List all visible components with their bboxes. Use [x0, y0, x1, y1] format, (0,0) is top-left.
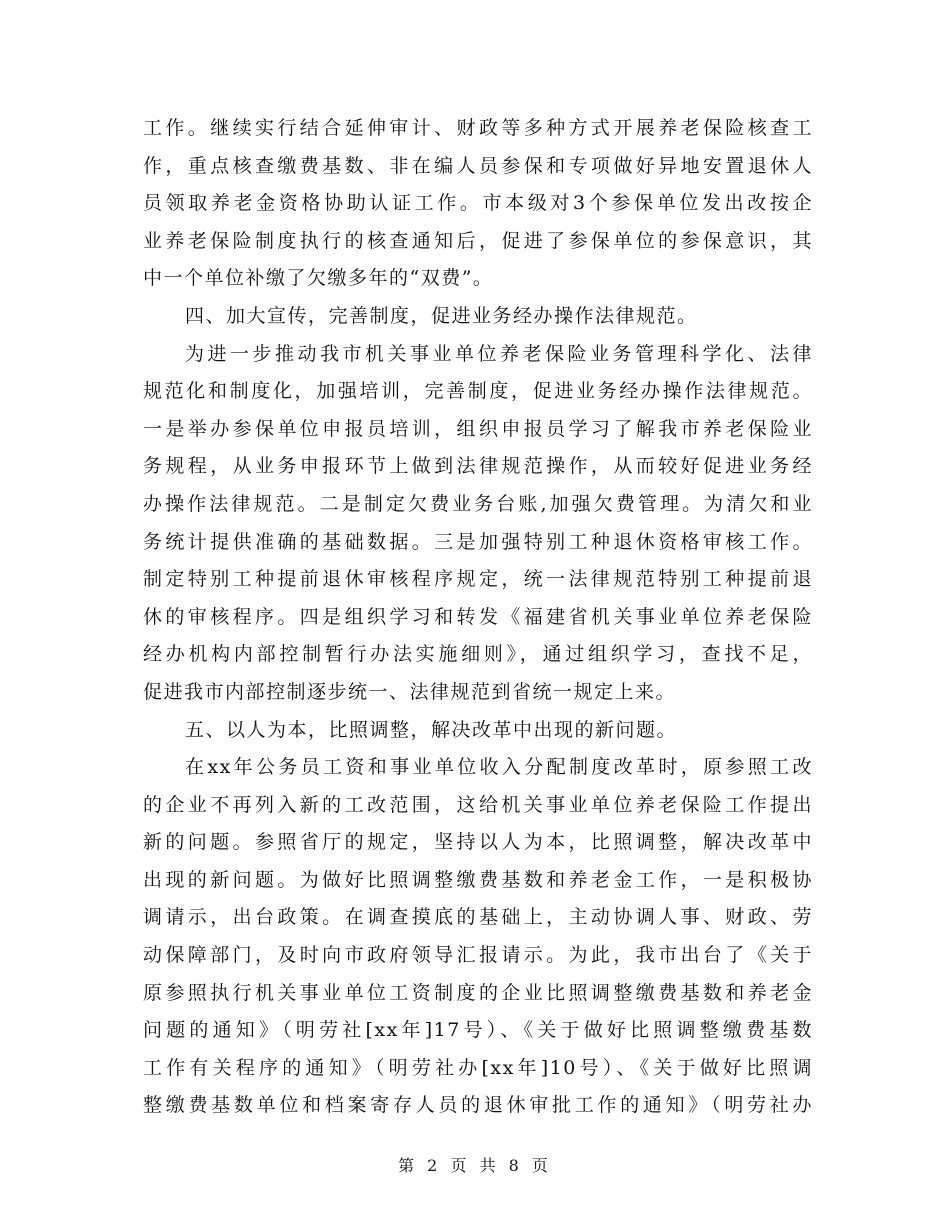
text-line: 工作有关程序的通知》（明劳社办[xx年]10号）、《关于做好比照调: [143, 1056, 813, 1079]
text-line: 休的审核程序。四是组织学习和转发《福建省机关事业单位养老保险: [143, 605, 813, 628]
text-line: 调请示，出台政策。在调查摸底的基础上，主动协调人事、财政、劳: [143, 906, 813, 929]
text-line: 整缴费基数单位和档案寄存人员的退休审批工作的通知》（明劳社办: [143, 1094, 813, 1117]
text-line: 问题的通知》（明劳社[xx年]17号）、《关于做好比照调整缴费基数: [143, 1019, 813, 1042]
text-line: 业养老保险制度执行的核查通知后，促进了参保单位的参保意识，其: [143, 229, 813, 252]
text-line: 在xx年公务员工资和事业单位收入分配制度改革时，原参照工改: [185, 756, 813, 779]
text-line: 为进一步推动我市机关事业单位养老保险业务管理科学化、法律: [185, 342, 813, 365]
text-line: 经办机构内部控制暂行办法实施细则》，通过组织学习，查找不足，: [143, 643, 813, 666]
text-line: 新的问题。参照省厅的规定，坚持以人为本，比照调整，解决改革中: [143, 831, 813, 854]
text-line: 制定特别工种提前退休审核程序规定，统一法律规范特别工种提前退: [143, 568, 813, 591]
text-line: 中一个单位补缴了欠缴多年的“双费”。: [143, 267, 494, 290]
text-line: 的企业不再列入新的工改范围，这给机关事业单位养老保险工作提出: [143, 793, 813, 816]
text-line: 办操作法律规范。二是制定欠费业务台账,加强欠费管理。为清欠和业: [143, 492, 813, 515]
text-line: 促进我市内部控制逐步统一、法律规范到省统一规定上来。: [143, 680, 677, 703]
text-line: 规范化和制度化，加强培训，完善制度，促进业务经办操作法律规范。: [143, 380, 813, 403]
text-line: 动保障部门，及时向市政府领导汇报请示。为此，我市出台了《关于: [143, 944, 813, 967]
text-line: 务规程，从业务申报环节上做到法律规范操作，从而较好促进业务经: [143, 455, 813, 478]
body-text: [143, 110, 813, 1125]
text-line: 出现的新问题。为做好比照调整缴费基数和养老金工作，一是积极协: [143, 868, 813, 891]
text-line: 员领取养老金资格协助认证工作。市本级对3个参保单位发出改按企: [143, 192, 813, 215]
text-line: 原参照执行机关事业单位工资制度的企业比照调整缴费基数和养老金: [143, 981, 813, 1004]
text-line: 四、加大宣传，完善制度，促进业务经办操作法律规范。: [185, 304, 698, 327]
text-line: 作，重点核查缴费基数、非在编人员参保和专项做好异地安置退休人: [143, 154, 813, 177]
text-line: 一是举办参保单位申报员培训，组织申报员学习了解我市养老保险业: [143, 417, 813, 440]
page-footer: 第 2 页 共 8 页: [398, 1156, 552, 1175]
text-line: 务统计提供准确的基础数据。三是加强特别工种退休资格审核工作。: [143, 530, 813, 553]
text-line: 五、以人为本，比照调整，解决改革中出现的新问题。: [185, 718, 678, 741]
text-line: 工作。继续实行结合延伸审计、财政等多种方式开展养老保险核查工: [143, 117, 813, 139]
